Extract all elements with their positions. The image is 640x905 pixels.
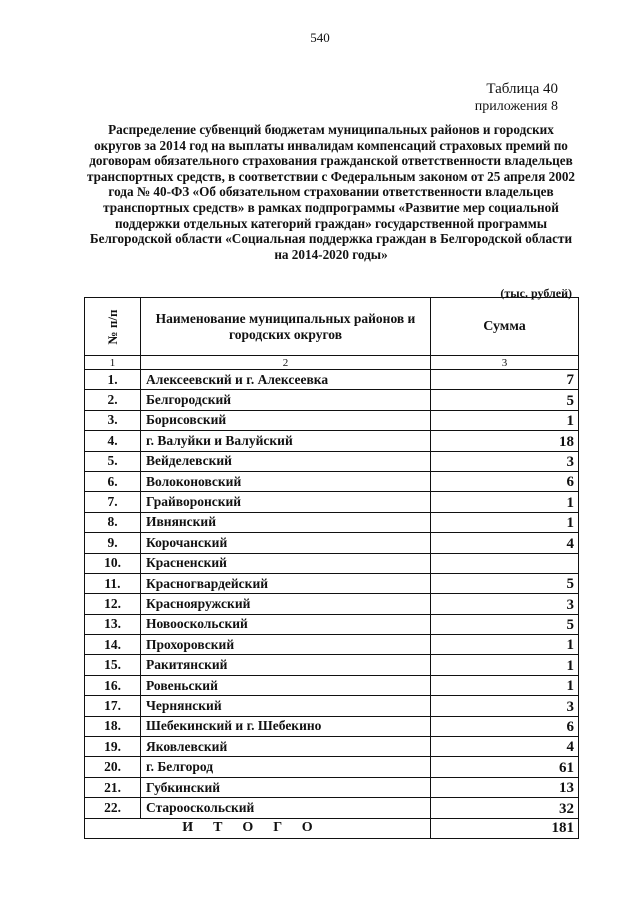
page-number: 540 <box>310 30 330 45</box>
subsidy-amount: 3 <box>431 696 579 716</box>
subsidy-amount: 4 <box>431 533 579 553</box>
municipality-name: Ивнянский <box>141 512 431 532</box>
subsidy-amount: 7 <box>431 370 579 390</box>
row-number: 21. <box>85 777 141 797</box>
units-label: (тыс. рублей) <box>500 286 572 300</box>
subsidy-amount: 6 <box>431 471 579 491</box>
municipality-name: Волоконовский <box>141 471 431 491</box>
total-amount: 181 <box>431 818 579 838</box>
row-number: 17. <box>85 696 141 716</box>
municipality-name: Чернянский <box>141 696 431 716</box>
table-row <box>85 655 579 675</box>
column-index-1: 1 <box>85 356 141 370</box>
subsidy-amount: 3 <box>431 451 579 471</box>
table-row <box>85 696 579 716</box>
column-index-2: 2 <box>141 356 431 370</box>
row-number: 15. <box>85 655 141 675</box>
municipality-name: Ровеньский <box>141 675 431 695</box>
municipality-name: г. Белгород <box>141 757 431 777</box>
table-row <box>85 777 579 797</box>
row-number: 5. <box>85 451 141 471</box>
table-number: Таблица 40 <box>486 81 558 97</box>
table-row <box>85 390 579 410</box>
table-row <box>85 492 579 512</box>
row-number: 14. <box>85 635 141 655</box>
row-number: 9. <box>85 533 141 553</box>
table-row <box>85 798 579 818</box>
table-row <box>85 737 579 757</box>
table-row <box>85 431 579 451</box>
row-number: 3. <box>85 410 141 430</box>
municipality-name: Новооскольский <box>141 614 431 634</box>
column-index-3: 3 <box>431 356 579 370</box>
row-number: 4. <box>85 431 141 451</box>
subsidy-amount: 5 <box>431 614 579 634</box>
municipality-name: Яковлевский <box>141 737 431 757</box>
header-number <box>85 298 141 356</box>
row-number: 22. <box>85 798 141 818</box>
table-reference <box>475 80 558 116</box>
table-row <box>85 533 579 553</box>
table-header-row <box>85 298 579 356</box>
row-number: 8. <box>85 512 141 532</box>
table-row <box>85 573 579 593</box>
table-row <box>85 594 579 614</box>
row-number: 13. <box>85 614 141 634</box>
table-row <box>85 635 579 655</box>
row-number: 19. <box>85 737 141 757</box>
subsidy-amount: 6 <box>431 716 579 736</box>
municipality-name: Краснояружский <box>141 594 431 614</box>
municipality-name: Прохоровский <box>141 635 431 655</box>
table-row <box>85 410 579 430</box>
appendix-ref: приложения 8 <box>474 99 558 114</box>
subsidy-amount: 5 <box>431 573 579 593</box>
subsidy-amount: 61 <box>431 757 579 777</box>
total-label: ИТОГО <box>85 818 431 838</box>
subsidy-amount: 1 <box>431 655 579 675</box>
header-sum: Сумма <box>431 298 579 356</box>
municipality-name: г. Валуйки и Валуйский <box>141 431 431 451</box>
column-index-row <box>85 356 579 370</box>
subsidy-amount: 3 <box>431 594 579 614</box>
total-row <box>85 818 579 838</box>
row-number: 2. <box>85 390 141 410</box>
municipality-name: Ракитянский <box>141 655 431 675</box>
document-title: Распределение субвенций бюджетам муниципальных районов и городских округов за 2014 год на выплаты инвалидам компенсаций страховых премий по договорам обязательного страхования гражданской ответственности владельцев транспортных средств, в соответствии с Федеральным законом от 25 апреля 2002 года № 40-ФЗ «Об обязательном страховании ответственности владельцев транспортных средств» в рамках подпрограммы «Развитие мер социальной поддержки отдельных категорий граждан» государственной программы Белгородской области «Социальная поддержка граждан в Белгородской области на 2014-2020 годы» <box>86 122 576 262</box>
row-number: 6. <box>85 471 141 491</box>
municipality-name: Красненский <box>141 553 431 573</box>
municipality-name: Вейделевский <box>141 451 431 471</box>
row-number: 16. <box>85 675 141 695</box>
row-number: 1. <box>85 370 141 390</box>
table-row <box>85 370 579 390</box>
subsidy-amount: 5 <box>431 390 579 410</box>
row-number: 18. <box>85 716 141 736</box>
table-row <box>85 614 579 634</box>
table-row <box>85 471 579 491</box>
subsidy-amount <box>431 553 579 573</box>
table-row <box>85 512 579 532</box>
table-row <box>85 716 579 736</box>
row-number: 10. <box>85 553 141 573</box>
row-number: 20. <box>85 757 141 777</box>
row-number: 7. <box>85 492 141 512</box>
municipality-name: Грайворонский <box>141 492 431 512</box>
subsidy-amount: 1 <box>431 675 579 695</box>
subsidy-amount: 32 <box>431 798 579 818</box>
subsidy-amount: 1 <box>431 410 579 430</box>
table-row <box>85 553 579 573</box>
subsidy-table <box>84 297 579 839</box>
row-number: 11. <box>85 573 141 593</box>
municipality-name: Шебекинский и г. Шебекино <box>141 716 431 736</box>
header-number-label: № п/п <box>104 309 120 344</box>
header-name: Наименование муниципальных районов и городских округов <box>141 298 431 356</box>
municipality-name: Алексеевский и г. Алексеевка <box>141 370 431 390</box>
municipality-name: Губкинский <box>141 777 431 797</box>
table-row <box>85 757 579 777</box>
municipality-name: Белгородский <box>141 390 431 410</box>
table-row <box>85 451 579 471</box>
table-row <box>85 675 579 695</box>
row-number: 12. <box>85 594 141 614</box>
subsidy-amount: 1 <box>431 635 579 655</box>
municipality-name: Корочанский <box>141 533 431 553</box>
subsidy-amount: 1 <box>431 512 579 532</box>
municipality-name: Старооскольский <box>141 798 431 818</box>
subsidy-amount: 13 <box>431 777 579 797</box>
subsidy-amount: 18 <box>431 431 579 451</box>
subsidy-amount: 1 <box>431 492 579 512</box>
municipality-name: Борисовский <box>141 410 431 430</box>
municipality-name: Красногвардейский <box>141 573 431 593</box>
subsidy-amount: 4 <box>431 737 579 757</box>
